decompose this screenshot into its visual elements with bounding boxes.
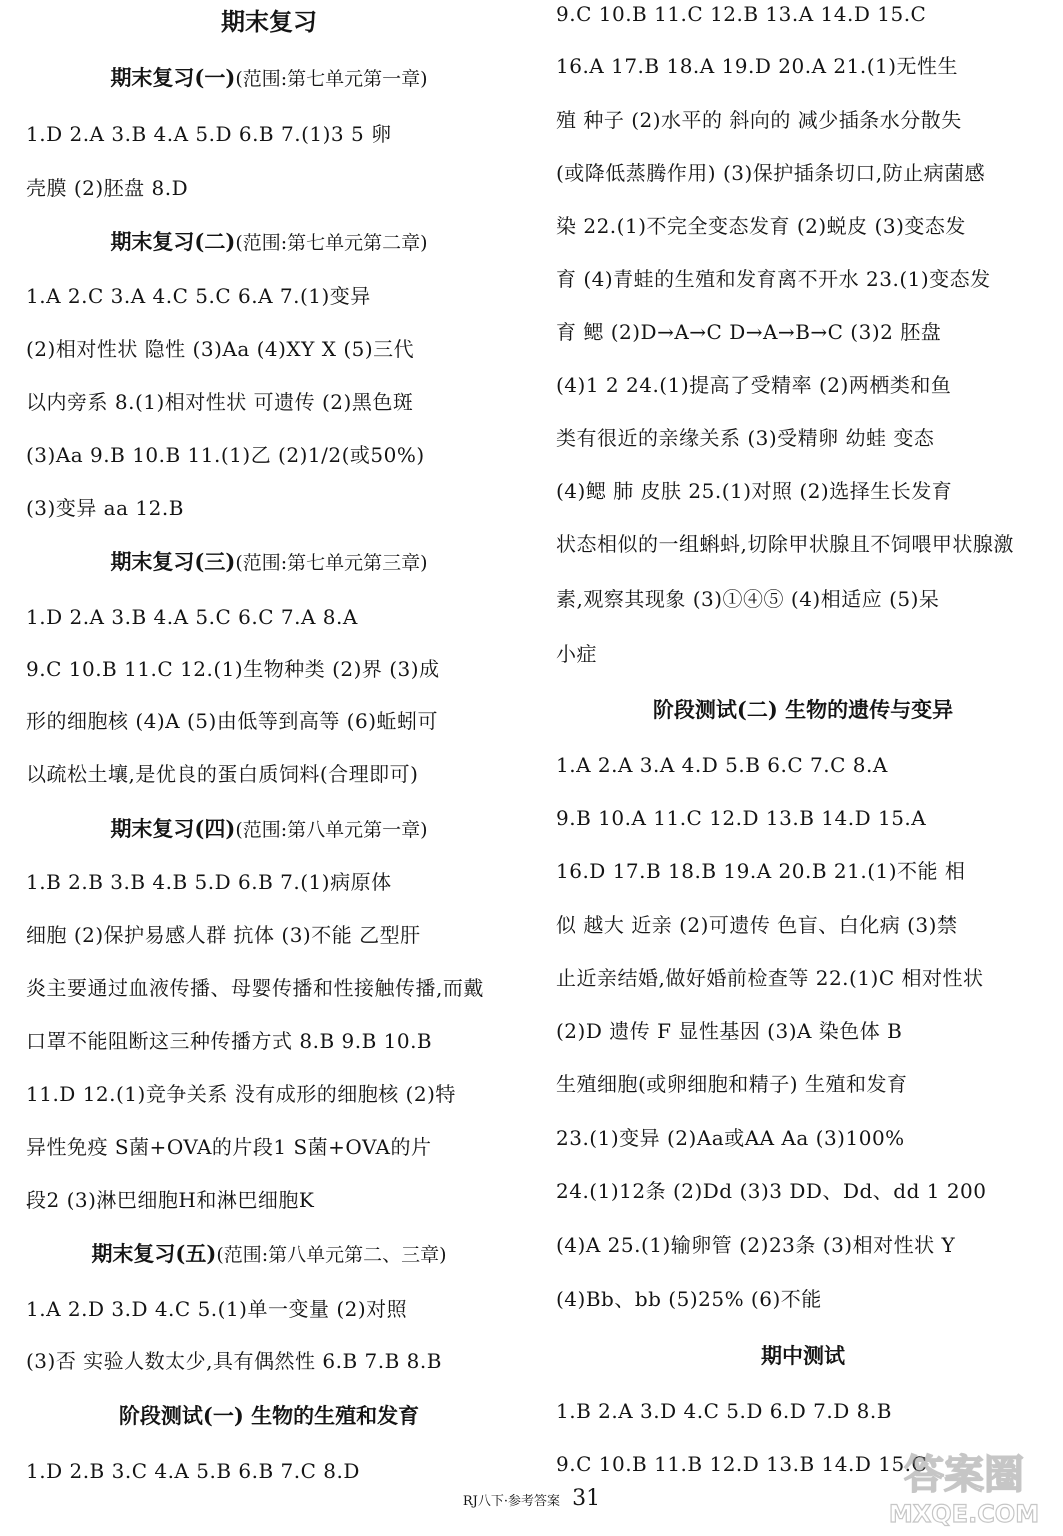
answer-line: 育 鳃 (2)D→A→C D→A→B→C (3)2 胚盘 (556, 320, 942, 344)
answer-line: 小症 (556, 642, 597, 666)
answer-line: 16.A 17.B 18.A 19.D 20.A 21.(1)无性生 (556, 54, 959, 78)
section-heading: 阶段测试(一) 生物的生殖和发育 (118, 1403, 420, 1428)
page-title: 期末复习 (221, 7, 317, 36)
answer-line: 生殖细胞(或卵细胞和精子) 生殖和发育 (556, 1072, 908, 1096)
answer-line: 壳膜 (2)胚盘 8.D (26, 176, 189, 200)
answer-line: 染 22.(1)不完全变态发育 (2)蜕皮 (3)变态发 (556, 214, 966, 238)
section-heading: 期末复习(一)(范围:第七单元第一章) (110, 65, 428, 90)
answer-line: 段2 (3)淋巴细胞H和淋巴细胞K (26, 1188, 315, 1212)
answer-line: 炎主要通过血液传播、母婴传播和性接触传播,而戴 (26, 976, 484, 1000)
answer-line: (4)Bb、bb (5)25% (6)不能 (556, 1287, 822, 1311)
answer-line: 23.(1)变异 (2)Aa或AA Aa (3)100% (556, 1126, 905, 1150)
answer-line: 9.B 10.A 11.C 12.D 13.B 14.D 15.A (556, 806, 927, 830)
answer-line: 16.D 17.B 18.B 19.A 20.B 21.(1)不能 相 (556, 859, 966, 883)
answer-line: 异性免疫 S菌+OVA的片段1 S菌+OVA的片 (26, 1135, 432, 1159)
answer-line: (3)Aa 9.B 10.B 11.(1)乙 (2)1/2(或50%) (26, 443, 425, 467)
answer-line: 类有很近的亲缘关系 (3)受精卵 幼蛙 变态 (556, 426, 935, 450)
watermark-logo (879, 1440, 1049, 1530)
section-heading: 阶段测试(二) 生物的遗传与变异 (652, 697, 954, 722)
answer-line: 1.D 2.B 3.C 4.A 5.B 6.B 7.C 8.D (26, 1459, 360, 1483)
answer-line: 以疏松土壤,是优良的蛋白质饲料(合理即可) (26, 762, 419, 786)
answer-line: 1.A 2.C 3.A 4.C 5.C 6.A 7.(1)变异 (26, 284, 371, 308)
answer-line: 育 (4)青蛙的生殖和发育离不开水 23.(1)变态发 (556, 267, 991, 291)
answer-line: 状态相似的一组蝌蚪,切除甲状腺且不饲喂甲状腺激 (556, 532, 1014, 556)
answer-line: 1.A 2.A 3.A 4.D 5.B 6.C 7.C 8.A (556, 753, 888, 777)
answer-line: 以内旁系 8.(1)相对性状 可遗传 (2)黑色斑 (26, 390, 414, 414)
answer-line: (或降低蒸腾作用) (3)保护插条切口,防止病菌感 (556, 161, 986, 185)
section-heading: 期末复习(四)(范围:第八单元第一章) (110, 816, 428, 841)
section-heading: 期末复习(二)(范围:第七单元第二章) (110, 229, 428, 254)
answer-line: 似 越大 近亲 (2)可遗传 色盲、白化病 (3)禁 (556, 913, 958, 937)
answer-line: 9.C 10.B 11.B 12.D 13.B 14.D 15.C (556, 1452, 928, 1476)
footer-label: RJ八下·参考答案 (462, 1494, 560, 1509)
answer-line: 口罩不能阻断这三种传播方式 8.B 9.B 10.B (26, 1029, 433, 1053)
section-heading: 期末复习(五)(范围:第八单元第二、三章) (91, 1241, 447, 1266)
answer-line: 1.B 2.B 3.B 4.B 5.D 6.B 7.(1)病原体 (26, 870, 392, 894)
answer-line: (3)否 实验人数太少,具有偶然性 6.B 7.B 8.B (26, 1349, 442, 1373)
answer-line: 9.C 10.B 11.C 12.(1)生物种类 (2)界 (3)成 (26, 657, 440, 681)
answer-line: 11.D 12.(1)竞争关系 没有成形的细胞核 (2)特 (26, 1082, 456, 1106)
answer-line: 殖 种子 (2)水平的 斜向的 减少插条水分散失 (556, 108, 962, 132)
section-heading: 期末复习(三)(范围:第七单元第三章) (110, 549, 428, 574)
answer-line: (4)1 2 24.(1)提高了受精率 (2)两栖类和鱼 (556, 373, 952, 397)
answer-line: (4)A 25.(1)输卵管 (2)23条 (3)相对性状 Y (556, 1233, 956, 1257)
watermark-text: 答案圈 (904, 1452, 1024, 1498)
page-number: 31 (572, 1486, 601, 1511)
section-heading: 期中测试 (761, 1343, 845, 1368)
answer-line: 形的细胞核 (4)A (5)由低等到高等 (6)蚯蚓可 (26, 709, 439, 733)
answer-line: 止近亲结婚,做好婚前检查等 22.(1)C 相对性状 (556, 966, 984, 990)
answer-line: 素,观察其现象 (3)①④⑤ (4)相适应 (5)呆 (556, 587, 940, 611)
answer-line: 9.C 10.B 11.C 12.B 13.A 14.D 15.C (556, 2, 927, 26)
answer-line: 1.D 2.A 3.B 4.A 5.C 6.C 7.A 8.A (26, 605, 358, 629)
answer-line: (4)鳃 肺 皮肤 25.(1)对照 (2)选择生长发育 (556, 479, 953, 503)
answer-line: (2)D 遗传 F 显性基因 (3)A 染色体 B (556, 1019, 903, 1043)
answer-line: (3)变异 aa 12.B (26, 496, 184, 520)
watermark-domain: MXQE.COM (888, 1500, 1040, 1528)
answer-line: 1.A 2.D 3.D 4.C 5.(1)单一变量 (2)对照 (26, 1297, 408, 1321)
answer-line: 1.D 2.A 3.B 4.A 5.D 6.B 7.(1)3 5 卵 (26, 122, 392, 146)
answer-line: (2)相对性状 隐性 (3)Aa (4)XY X (5)三代 (26, 337, 415, 361)
answer-line: 1.B 2.A 3.D 4.C 5.D 6.D 7.D 8.B (556, 1399, 892, 1423)
answer-line: 24.(1)12条 (2)Dd (3)3 DD、Dd、dd 1 200 (556, 1179, 987, 1203)
answer-line: 细胞 (2)保护易感人群 抗体 (3)不能 乙型肝 (26, 923, 421, 947)
